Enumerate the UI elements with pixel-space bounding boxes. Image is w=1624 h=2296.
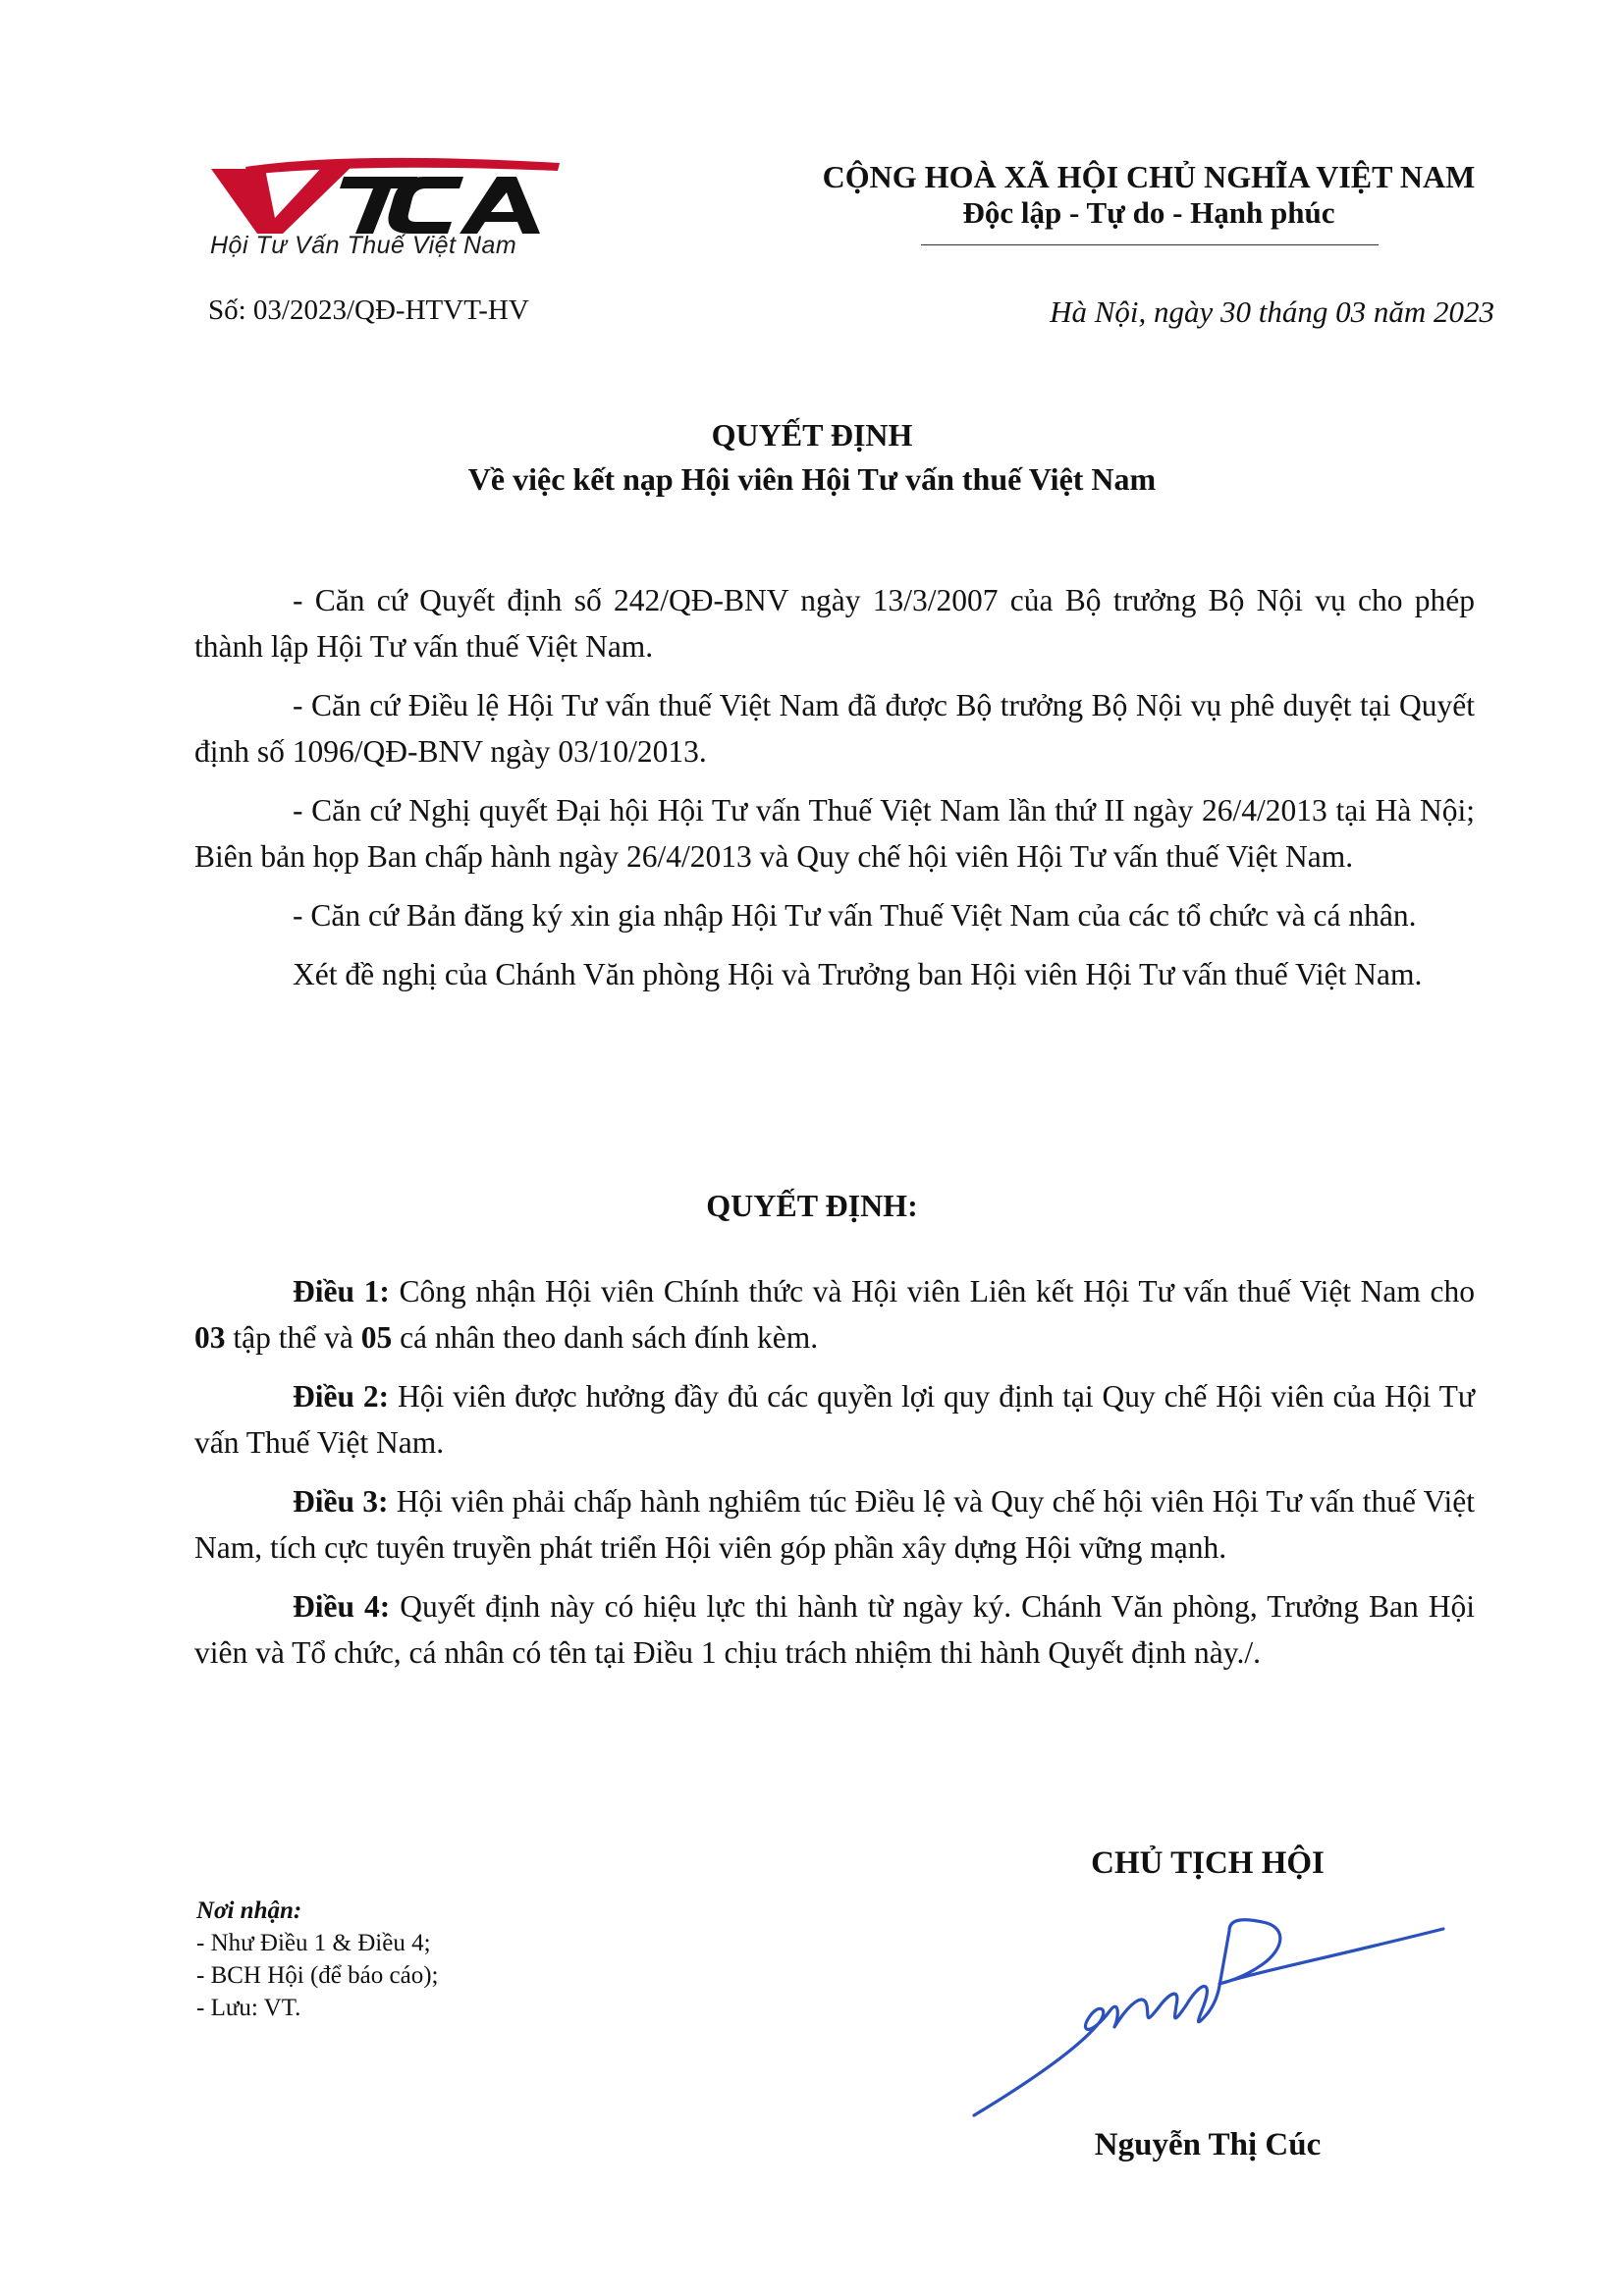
individual-count: 05 bbox=[360, 1320, 393, 1355]
article-3 bbox=[194, 1478, 1475, 1571]
national-motto: Độc lập - Tự do - Hạnh phúc bbox=[962, 195, 1335, 230]
article-2 bbox=[194, 1373, 1475, 1466]
recipient-item: - Lưu: VT. bbox=[196, 1995, 301, 2021]
article-text: Hội viên được hưởng đầy đủ các quyền lợi quy định tại Quy chế Hội viên của Hội Tư vấn Thuế Việt Nam. bbox=[194, 1379, 1475, 1460]
document-number: Số: 03/2023/QĐ-HTVT-HV bbox=[208, 294, 529, 326]
article-text: cá nhân theo danh sách đính kèm. bbox=[392, 1320, 819, 1355]
vtca-logo-mark bbox=[206, 157, 579, 236]
handwritten-signature bbox=[972, 1909, 1463, 2125]
article-label: Điều 2: bbox=[293, 1379, 390, 1414]
decision-heading: QUYẾT ĐỊNH: bbox=[706, 1188, 918, 1223]
article-4 bbox=[194, 1583, 1475, 1676]
article-text: tập thể và bbox=[225, 1320, 361, 1355]
preamble-item: - Căn cứ Điều lệ Hội Tư vấn thuế Việt Nam đã được Bộ trưởng Bộ Nội vụ phê duyệt tại Quyết định số 1096/QĐ-BNV ngày 03/10/2013. bbox=[194, 688, 1475, 769]
document-subject: Về việc kết nạp Hội viên Hội Tư vấn thuế Việt Nam bbox=[467, 461, 1157, 497]
national-title: CỘNG HOÀ XÃ HỘI CHỦ NGHĨA VIỆT NAM bbox=[822, 159, 1476, 194]
article-1 bbox=[194, 1268, 1475, 1361]
article-label: Điều 1: bbox=[293, 1274, 390, 1308]
document-title: QUYẾT ĐỊNH bbox=[711, 417, 913, 453]
recipient-item: - Như Điều 1 & Điều 4; bbox=[196, 1930, 431, 1956]
recipient-item: - BCH Hội (để báo cáo); bbox=[196, 1962, 439, 1989]
motto-divider bbox=[921, 244, 1379, 245]
recipients-title: Nơi nhận: bbox=[196, 1897, 302, 1924]
article-text: Quyết định này có hiệu lực thi hành từ ngày ký. Chánh Văn phòng, Trưởng Ban Hội viên và Tổ chức, cá nhân có tên tại Điều 1 chịu trách nhiệm thi hành Quyết định này./. bbox=[194, 1589, 1475, 1670]
signer-position: CHỦ TỊCH HỘI bbox=[1091, 1845, 1325, 1881]
article-text: Công nhận Hội viên Chính thức và Hội viên Liên kết Hội Tư vấn thuế Việt Nam cho bbox=[389, 1274, 1475, 1308]
signer-name: Nguyễn Thị Cúc bbox=[1094, 2127, 1322, 2163]
article-text: Hội viên phải chấp hành nghiêm túc Điều lệ và Quy chế hội viên Hội Tư vấn thuế Việt Nam, tích cực tuyên truyền phát triển Hội viên góp phần xây dựng Hội vững mạnh. bbox=[194, 1484, 1475, 1565]
logo-tagline: Hội Tư Vấn Thuế Việt Nam bbox=[210, 232, 517, 259]
preamble bbox=[194, 577, 1475, 1010]
preamble-item: - Căn cứ Bản đăng ký xin gia nhập Hội Tư vấn Thuế Việt Nam của các tổ chức và cá nhân. bbox=[293, 898, 1417, 933]
preamble-item: - Căn cứ Quyết định số 242/QĐ-BNV ngày 13/3/2007 của Bộ trưởng Bộ Nội vụ cho phép thành lập Hội Tư vấn thuế Việt Nam. bbox=[194, 583, 1475, 664]
preamble-item: - Căn cứ Nghị quyết Đại hội Hội Tư vấn Thuế Việt Nam lần thứ II ngày 26/4/2013 tại Hà Nội; Biên bản họp Ban chấp hành ngày 26/4/2013 và Quy chế hội viên Hội Tư vấn thuế Việt Nam. bbox=[194, 793, 1475, 874]
place-date: Hà Nội, ngày 30 tháng 03 năm 2023 bbox=[1050, 294, 1494, 329]
preamble-item: Xét đề nghị của Chánh Văn phòng Hội và Trưởng ban Hội viên Hội Tư vấn thuế Việt Nam. bbox=[293, 957, 1423, 991]
recipients bbox=[196, 1895, 438, 2024]
collective-count: 03 bbox=[194, 1320, 226, 1355]
article-label: Điều 3: bbox=[293, 1484, 389, 1519]
articles bbox=[194, 1268, 1475, 1688]
article-label: Điều 4: bbox=[293, 1589, 391, 1624]
